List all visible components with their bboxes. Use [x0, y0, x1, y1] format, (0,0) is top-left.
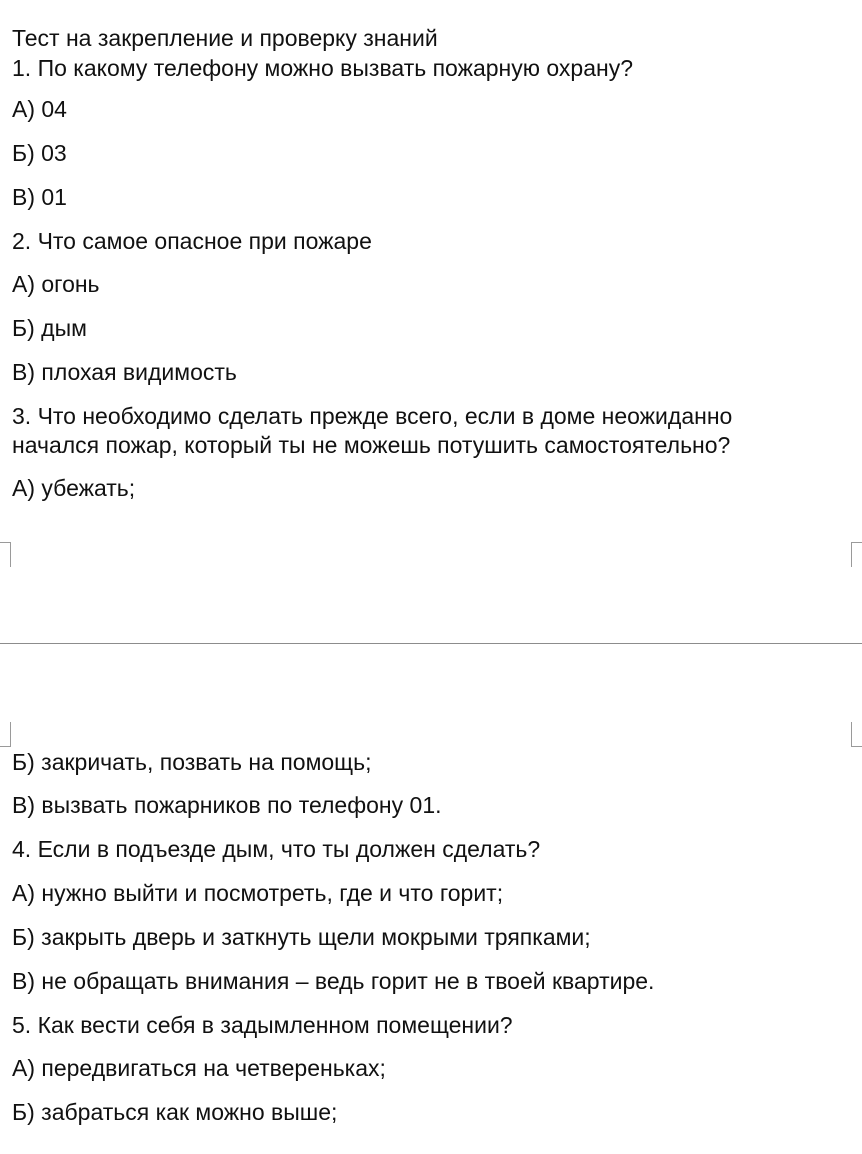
page-1-corner-mark-left — [0, 542, 11, 567]
question-1-answer-a: А) 04 — [12, 96, 67, 122]
question-3-line-1: 3. Что необходимо сделать прежде всего, если в доме неожиданно — [12, 403, 733, 429]
question-5-answer-b: Б) забраться как можно выше; — [12, 1099, 338, 1125]
question-4-answer-b: Б) закрыть дверь и заткнуть щели мокрыми тряпками; — [12, 924, 591, 950]
question-3-line-2: начался пожар, который ты не можешь потушить самостоятельно? — [12, 432, 731, 458]
question-1-answer-c: В) 01 — [12, 184, 67, 210]
question-1-answer-b: Б) 03 — [12, 140, 67, 166]
question-2: 2. Что самое опасное при пожаре — [12, 228, 372, 254]
question-4-answer-c: В) не обращать внимания – ведь горит не в твоей квартире. — [12, 968, 655, 994]
test-title: Тест на закрепление и проверку знаний — [12, 25, 438, 51]
question-5: 5. Как вести себя в задымленном помещении? — [12, 1012, 513, 1038]
page-break-divider — [0, 643, 862, 644]
question-3-answer-a: А) убежать; — [12, 475, 136, 501]
question-4: 4. Если в подъезде дым, что ты должен сделать? — [12, 836, 541, 862]
question-1: 1. По какому телефону можно вызвать пожарную охрану? — [12, 55, 634, 81]
question-3-answer-b: Б) закричать, позвать на помощь; — [12, 749, 372, 775]
question-3-answer-c: В) вызвать пожарников по телефону 01. — [12, 792, 442, 818]
document-page-2 — [0, 720, 862, 1154]
question-4-answer-a: А) нужно выйти и посмотреть, где и что горит; — [12, 880, 504, 906]
question-2-answer-a: А) огонь — [12, 271, 100, 297]
question-2-answer-b: Б) дым — [12, 315, 87, 341]
page-1-corner-mark-right — [851, 542, 862, 567]
question-2-answer-c: В) плохая видимость — [12, 359, 237, 385]
question-5-answer-a: А) передвигаться на четвереньках; — [12, 1055, 386, 1081]
